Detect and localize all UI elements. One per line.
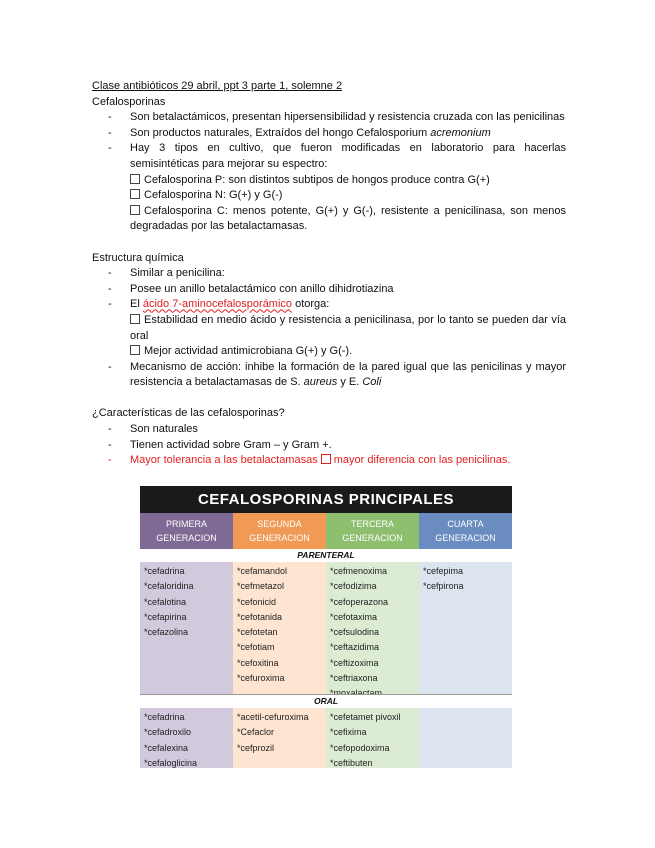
section-heading: ¿Características de las cefalosporinas?: [92, 407, 285, 420]
drug-name: *cefixima: [330, 727, 367, 738]
drug-name: *cefoxitina: [237, 657, 279, 668]
drug-name: *cefotiam: [237, 642, 275, 653]
header-line: CUARTA: [447, 519, 484, 529]
drug-name: *ceftibuten: [330, 757, 373, 768]
drug-name: *cefalexina: [144, 742, 189, 753]
drug-name: *cefprozil: [237, 742, 275, 753]
document-title: Clase antibióticos 29 abril, ppt 3 parte 1, solemne 2: [92, 80, 343, 92]
checkbox-glyph-icon: [130, 174, 140, 184]
list-item: - El ácido 7-aminocefalosporámico otorga:: [108, 298, 330, 311]
list-item: - Son productos naturales, Extraídos del hongo Cefalosporium acremonium: [108, 126, 491, 139]
oral-cell-gen4: [419, 708, 512, 768]
header-line: TERCERA: [350, 519, 394, 529]
drug-name: *acetil-cefuroxima: [237, 712, 309, 722]
oral-cell-gen3: [326, 708, 419, 768]
list-item: - Similar a penicilina:: [108, 267, 225, 280]
section-label-oral: ORAL: [140, 694, 512, 709]
drug-name: *cefetamet pivoxil: [330, 712, 401, 722]
parenteral-cell-gen2: [233, 562, 326, 694]
cephalosporin-table: [140, 486, 512, 768]
list-item: - Hay 3 tipos en cultivo, que fueron modificadas en laboratorio para hacerlas semisintéticas para mejorar su espectro:: [108, 142, 566, 170]
drug-name: *cefotanida: [237, 611, 283, 622]
drug-name: *cefopodoxima: [330, 742, 390, 753]
drug-name: *cefepima: [423, 566, 464, 576]
checkbox-glyph-icon: [321, 454, 331, 464]
checkbox-glyph-icon: [130, 189, 140, 199]
list-item: - Tienen actividad sobre Gram – y Gram +.: [108, 438, 332, 451]
drug-name: *ceftazidima: [330, 642, 380, 653]
column-header-gen3: [326, 513, 419, 549]
sub-item: Cefalosporina P: son distintos subtipos de hongos produce contra G(+): [92, 173, 566, 189]
drug-name: *cefoperazona: [330, 596, 389, 607]
drug-name: *ceftriaxona: [330, 673, 378, 684]
list-item: - Posee un anillo betalactámico con anillo dihidrotiazina: [108, 282, 394, 295]
drug-name: *cefpirona: [423, 581, 464, 592]
list-item: - Mecanismo de acción: inhibe la formación de la pared igual que las penicilinas y mayor resistencia a betalactamasas de S. aureus y E. Coli: [108, 360, 566, 389]
section-heading: Cefalosporinas: [92, 95, 166, 108]
drug-name: *ceftizoxima: [330, 657, 379, 668]
parenteral-cell-gen3: [326, 562, 419, 694]
section-label-parenteral: PARENTERAL: [140, 549, 512, 563]
sub-item: Cefalosporina C: menos potente, G(+) y G(-), resistente a penicilinasa, son menos degradadas por las betalactamasas.: [130, 204, 566, 233]
oral-cell-gen2: [233, 708, 326, 768]
checkbox-glyph-icon: [130, 345, 140, 355]
column-header-gen2: [233, 513, 326, 549]
drug-name: *cefapirina: [144, 611, 187, 622]
drug-name: *cefadrina: [144, 712, 185, 722]
header-line: GENERACION: [249, 533, 310, 543]
drug-name: *cefalotina: [144, 596, 187, 607]
checkbox-glyph-icon: [130, 314, 140, 324]
checkbox-glyph-icon: [130, 205, 140, 215]
parenteral-cell-gen1: [140, 562, 233, 694]
list-item: - Son betalactámicos, presentan hipersensibilidad y resistencia cruzada con las penicilinas: [108, 111, 565, 124]
sub-item: Mejor actividad antimicrobiana G(+) y G(-).: [92, 344, 566, 360]
sub-item: Cefalosporina N: G(+) y G(-): [92, 188, 566, 204]
drug-name: *cefmetazol: [237, 581, 285, 592]
column-header-gen1: [140, 513, 233, 549]
drug-name: *cefotetan: [237, 627, 278, 638]
drug-name: *cefadroxilo: [144, 727, 192, 738]
highlight-text: ácido 7-aminocefalosporámico: [142, 298, 293, 311]
drug-name: *cefaloridina: [144, 581, 194, 592]
table-title: CEFALOSPORINAS PRINCIPALES: [140, 486, 512, 513]
parenteral-cell-gen4: [419, 562, 512, 694]
drug-name: *cefsulodina: [330, 627, 380, 638]
list-item: - Mayor tolerancia a las betalactamasas mayor diferencia con las penicilinas.: [108, 454, 511, 467]
drug-name: *cefadrina: [144, 566, 185, 576]
section-heading: Estructura química: [92, 251, 184, 264]
drug-name: *Cefaclor: [237, 727, 275, 738]
drug-name: *cefamandol: [237, 566, 288, 576]
drug-name: *cefodizima: [330, 581, 377, 592]
oral-cell-gen1: [140, 708, 233, 768]
drug-name: *cefaloglicina: [144, 757, 198, 768]
list-item: - Son naturales: [108, 423, 198, 436]
header-line: GENERACION: [342, 533, 403, 543]
header-line: GENERACION: [435, 533, 496, 543]
drug-name: *cefmenoxima: [330, 566, 388, 576]
header-line: GENERACION: [156, 533, 217, 543]
drug-name: *cefotaxima: [330, 611, 378, 622]
header-line: PRIMERA: [165, 519, 207, 529]
drug-name: *cefazolina: [144, 627, 189, 638]
sub-item: Estabilidad en medio ácido y resistencia a penicilinasa, por lo tanto se pueden dar vía oral: [130, 313, 566, 342]
drug-name: *cefonicid: [237, 596, 277, 607]
document-body: [92, 79, 566, 469]
column-header-gen4: [419, 513, 512, 549]
drug-name: *cefuroxima: [237, 673, 285, 684]
header-line: SEGUNDA: [257, 519, 302, 529]
